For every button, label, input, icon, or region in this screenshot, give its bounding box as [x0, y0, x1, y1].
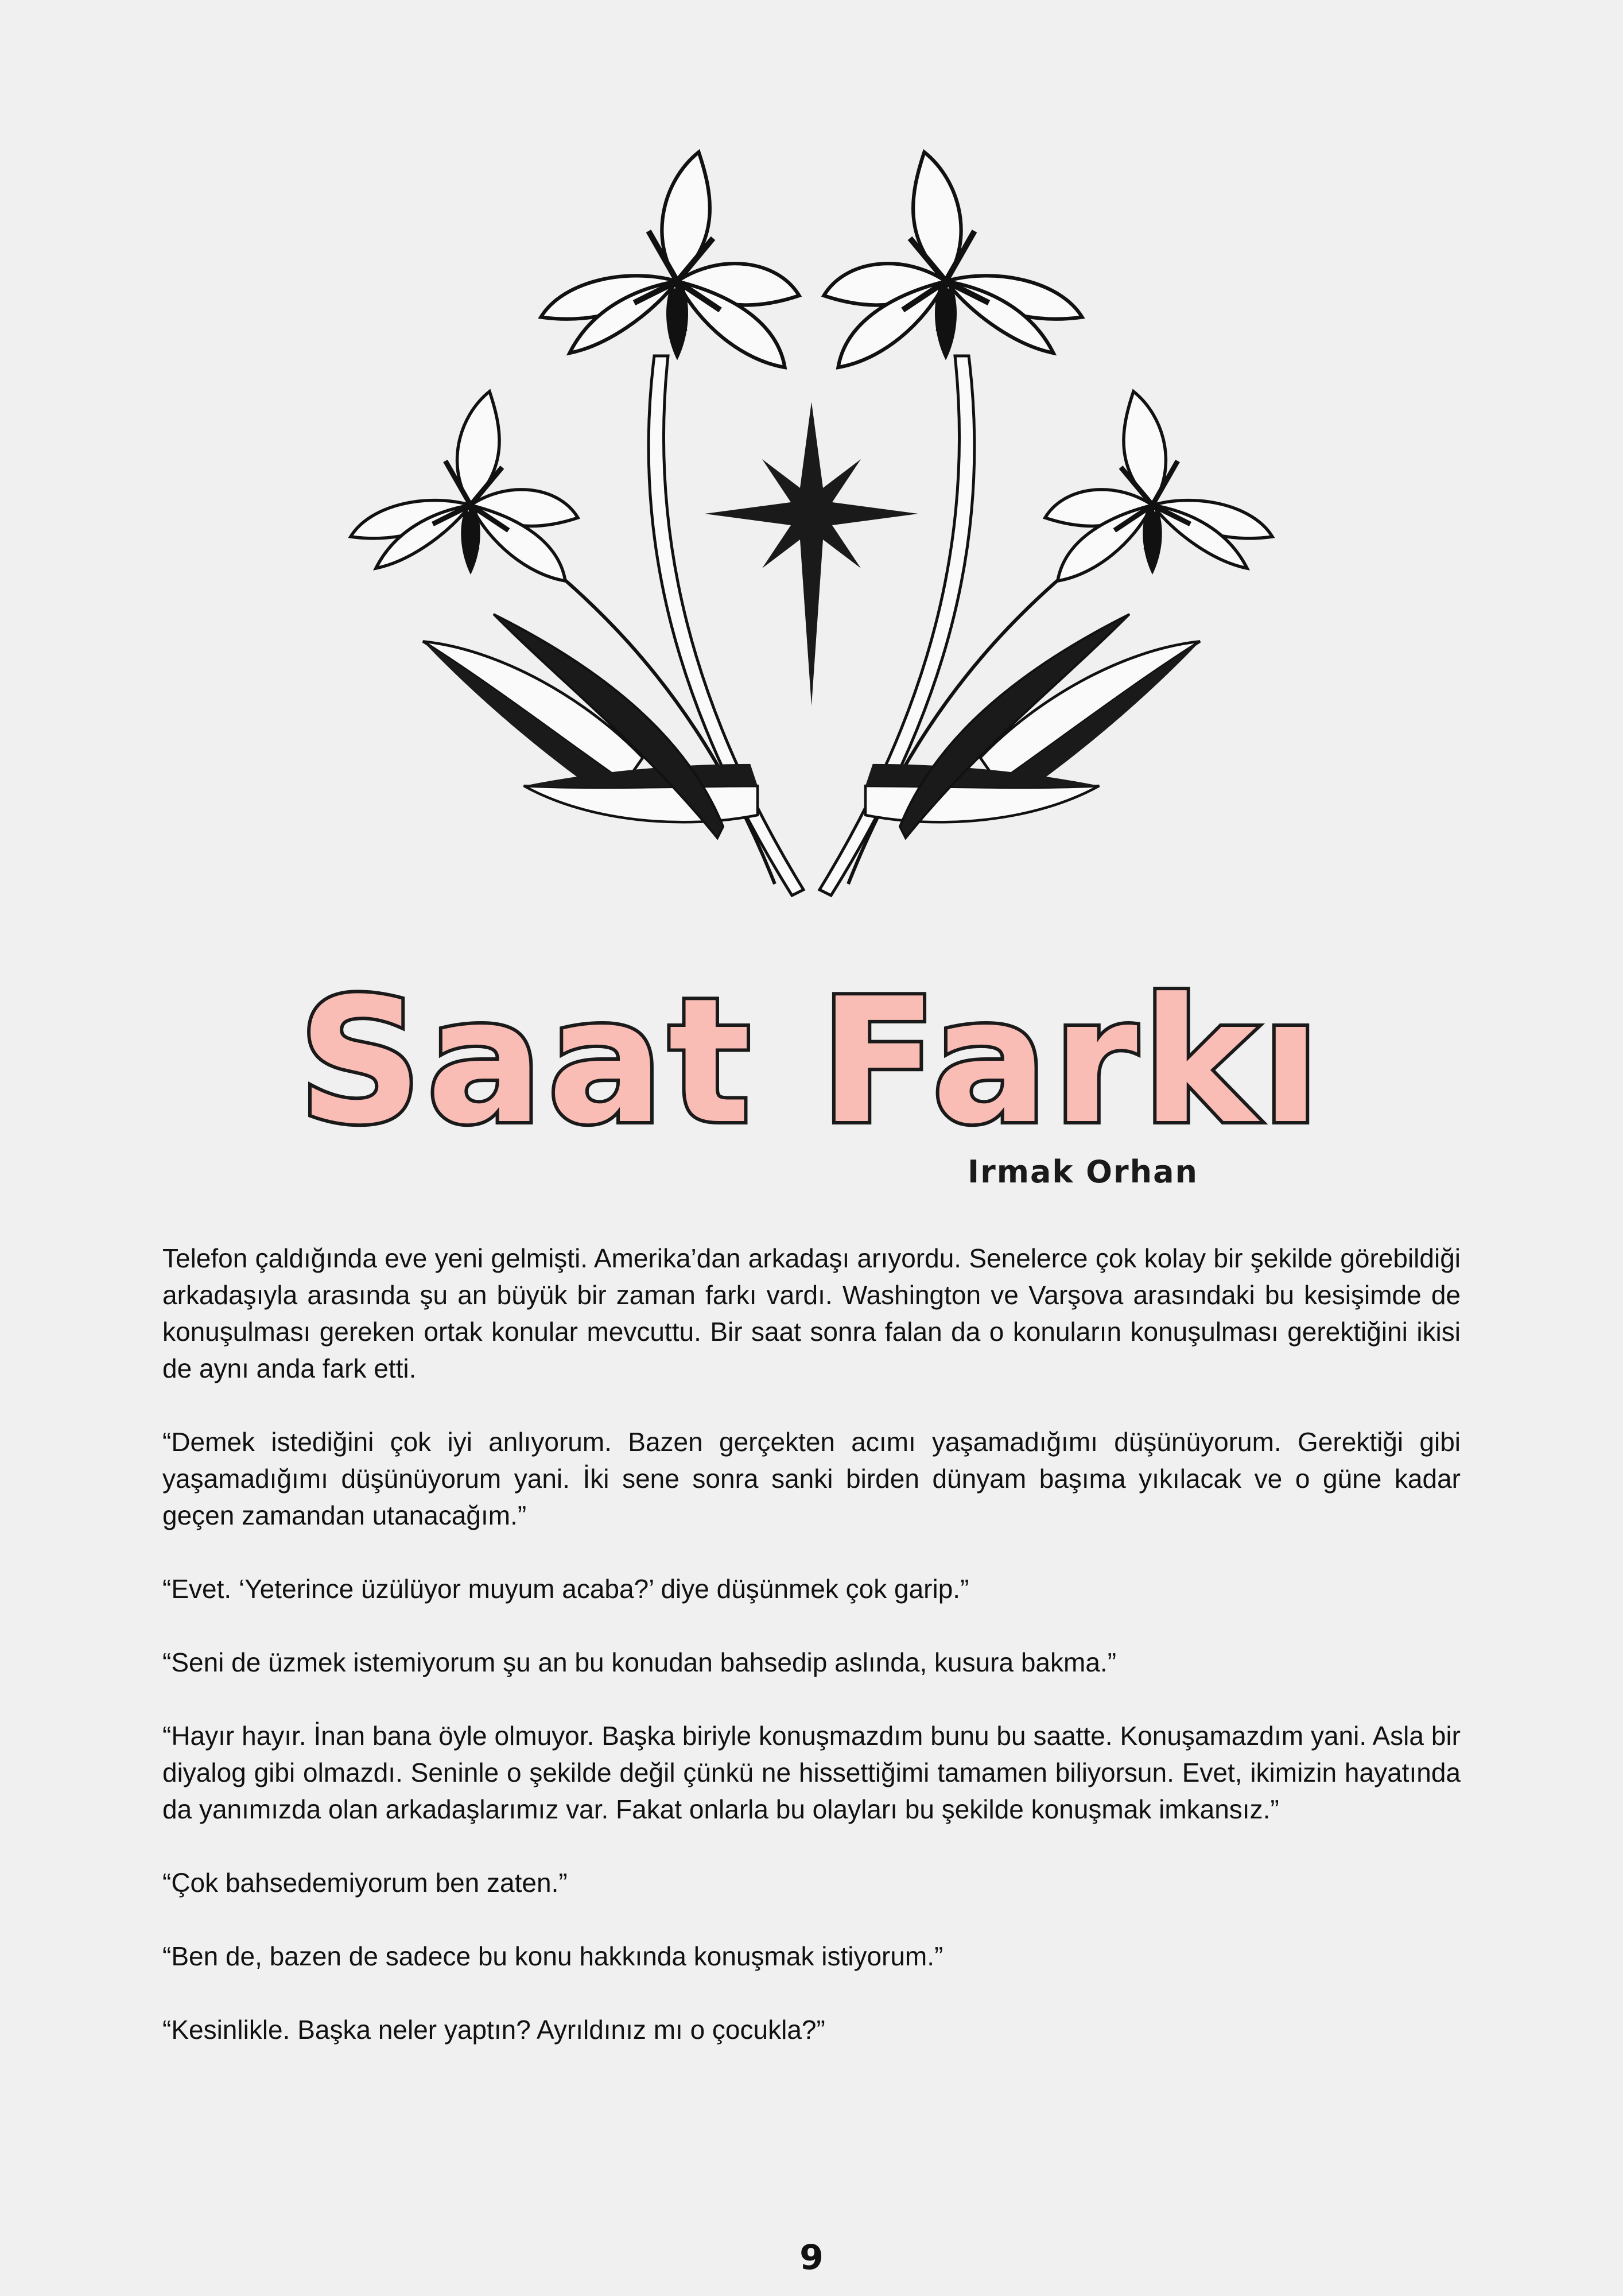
paragraph: “Demek istediğini çok iyi anlıyorum. Bazen gerçekten acımı yaşamadığımı düşünüyorum. Gerektiği gibi yaşamadığımı düşünüyorum yani. İki sene sonra sanki birden dünyam başıma yıkılacak ve o güne kadar geçen zamandan utanacağım.”	[162, 1427, 1461, 1530]
story-title: Saat Farkı	[298, 961, 1325, 1162]
paragraph: “Evet. ‘Yeterince üzülüyor muyum acaba?’ diye düşünmek çok garip.”	[162, 1574, 969, 1604]
paragraph: “Çok bahsedemiyorum ben zaten.”	[162, 1868, 568, 1898]
paragraph: “Ben de, bazen de sadece bu konu hakkında konuşmak istiyorum.”	[162, 1941, 943, 1971]
story-body	[162, 1240, 1461, 2085]
paragraph: Telefon çaldığında eve yeni gelmişti. Amerika’dan arkadaşı arıyordu. Senelerce çok kolay bir şekilde görebildiği arkadaşıyla arasında şu an büyük bir zaman farkı vardı. Washington ve Varşova arasındaki bu kesişimde de konuşulması gereken ortak konular mevcuttu. Bir saat sonra falan da o konuların konuşulması gerektiğini ikisi de aynı anda fark etti.	[162, 1243, 1461, 1383]
paragraph: “Seni de üzmek istemiyorum şu an bu konudan bahsedip aslında, kusura bakma.”	[162, 1647, 1117, 1677]
paragraph: “Kesinlikle. Başka neler yaptın? Ayrıldınız mı o çocukla?”	[162, 2015, 825, 2045]
star-icon	[705, 402, 918, 706]
page-number: 9	[799, 2237, 824, 2278]
author-name: Irmak Orhan	[967, 1154, 1198, 1190]
iris-flowers-star-icon	[321, 138, 1302, 964]
paragraph: “Hayır hayır. İnan bana öyle olmuyor. Başka biriyle konuşmazdım bunu bu saatte. Konuşamazdım yani. Asla bir diyalog gibi olmazdı. Seninle o şekilde değil çünkü ne hissettiğimi tamamen biliyorsun. Evet, ikimizin hayatında da yanımızda olan arkadaşlarımız var. Fakat onlarla bu olayları bu şekilde konuşmak imkansız.”	[162, 1721, 1461, 1824]
